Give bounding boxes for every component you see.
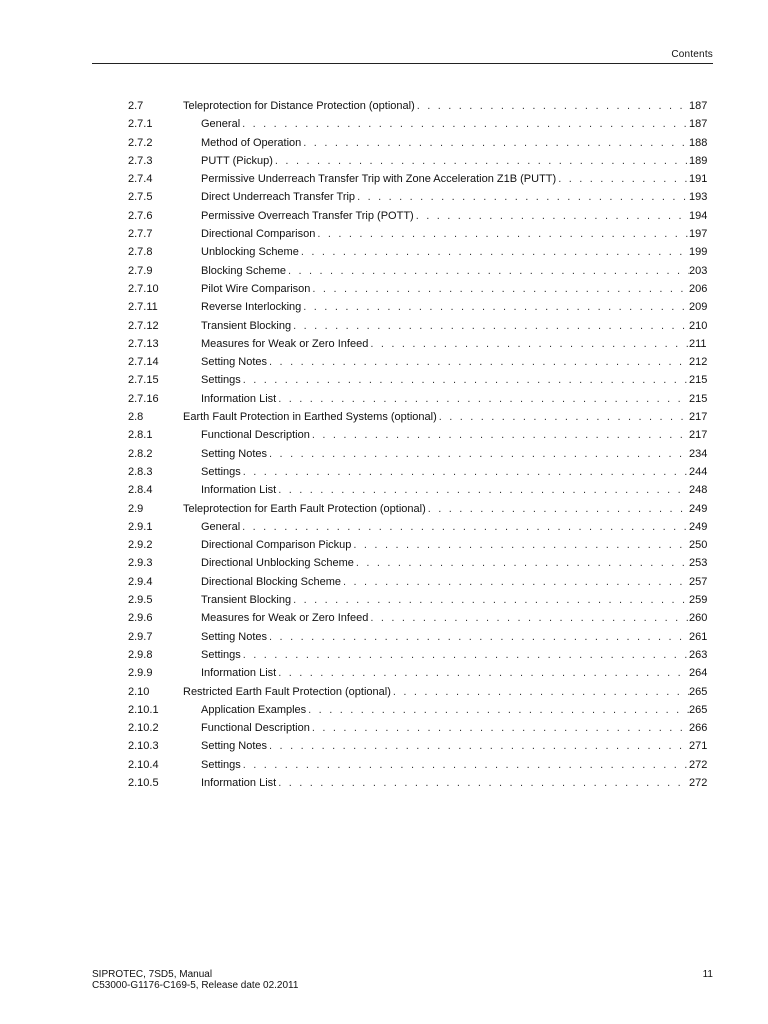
toc-entry[interactable] [0, 628, 768, 646]
toc-entry-number: 2.10.2 [128, 722, 159, 735]
toc-entry-number: 2.7.4 [128, 173, 153, 186]
toc-entry-number: 2.7.14 [128, 356, 159, 369]
toc-entry-title-leader [201, 609, 689, 627]
toc-entry-title: Information List [201, 667, 277, 680]
toc-entry-page: 215 [689, 374, 708, 387]
toc-entry-title-leader [201, 335, 689, 353]
toc-entry-title: General [201, 118, 241, 131]
toc-dot-leader [288, 262, 689, 280]
toc-dot-leader [343, 573, 689, 591]
toc-entry-title-leader [201, 646, 689, 664]
toc-entry-number: 2.7.3 [128, 154, 153, 167]
toc-entry-number: 2.7.15 [128, 374, 159, 387]
toc-entry-title-leader [201, 445, 689, 463]
toc-entry-title-leader [183, 500, 689, 518]
toc-entry-title-leader [201, 518, 689, 536]
table-of-contents [0, 97, 768, 792]
toc-entry[interactable] [0, 298, 768, 316]
toc-entry-title: Setting Notes [201, 630, 268, 643]
toc-entry-page: 212 [689, 356, 708, 369]
toc-entry-title-leader [201, 152, 689, 170]
toc-entry-title-leader [201, 554, 689, 572]
toc-entry-title: Information List [201, 776, 277, 789]
toc-dot-leader [293, 317, 689, 335]
toc-dot-leader [243, 756, 689, 774]
footer-document-info [92, 969, 298, 991]
toc-entry-page: 187 [689, 118, 708, 131]
toc-dot-leader [242, 115, 689, 133]
toc-entry-number: 2.9.5 [128, 594, 153, 607]
toc-entry-title: PUTT (Pickup) [201, 154, 273, 167]
toc-entry[interactable] [0, 152, 768, 170]
toc-entry-title-leader [183, 683, 689, 701]
toc-entry-title-leader [201, 317, 689, 335]
toc-entry-title-leader [201, 280, 689, 298]
toc-entry-title-leader [201, 298, 689, 316]
toc-entry-number: 2.9.2 [128, 539, 153, 552]
toc-entry-title: Direct Underreach Transfer Trip [201, 191, 356, 204]
toc-entry[interactable] [0, 701, 768, 719]
toc-entry-title: Transient Blocking [201, 319, 292, 332]
toc-entry-title: Settings [201, 758, 241, 771]
toc-entry-title-leader [201, 390, 689, 408]
toc-entry-number: 2.8.4 [128, 484, 153, 497]
footer-page-number: 11 [702, 969, 713, 980]
toc-entry[interactable] [0, 115, 768, 133]
toc-entry[interactable] [0, 683, 768, 701]
toc-dot-leader [312, 280, 689, 298]
toc-entry-title-leader [201, 134, 689, 152]
toc-entry-page: 272 [689, 758, 708, 771]
toc-entry-number: 2.8.2 [128, 447, 153, 460]
toc-entry-number: 2.10.4 [128, 758, 159, 771]
toc-entry-number: 2.9.7 [128, 630, 153, 643]
toc-entry-title: Teleprotection for Distance Protection (optional) [183, 100, 415, 112]
toc-dot-leader [278, 664, 689, 682]
toc-entry-number: 2.9.6 [128, 612, 153, 625]
toc-entry-title-leader [201, 170, 689, 188]
toc-entry[interactable] [0, 591, 768, 609]
toc-entry-number: 2.7.16 [128, 392, 159, 405]
toc-entry[interactable] [0, 134, 768, 152]
toc-entry-number: 2.9.9 [128, 667, 153, 680]
toc-entry-title: Permissive Underreach Transfer Trip with Zone Acceleration Z1B (PUTT) [201, 173, 557, 186]
toc-entry[interactable] [0, 664, 768, 682]
toc-dot-leader [278, 774, 689, 792]
toc-entry-title: Restricted Earth Fault Protection (optional) [183, 685, 391, 698]
toc-entry-page: 234 [689, 447, 708, 460]
toc-entry-page: 217 [689, 429, 708, 442]
toc-dot-leader [370, 335, 689, 353]
toc-dot-leader [428, 500, 689, 518]
toc-entry-title-leader [201, 207, 689, 225]
toc-entry-title-leader [201, 481, 689, 499]
toc-entry-number: 2.7.7 [128, 228, 153, 241]
toc-dot-leader [308, 701, 689, 719]
toc-entry-title-leader [201, 756, 689, 774]
toc-entry-title-leader [201, 737, 689, 755]
toc-entry-page: 264 [689, 667, 708, 680]
toc-entry-number: 2.7.2 [128, 136, 153, 149]
toc-entry-number: 2.8 [128, 411, 144, 424]
toc-entry-title: Setting Notes [201, 447, 268, 460]
toc-entry-title: Pilot Wire Comparison [201, 282, 311, 295]
toc-entry-title: Settings [201, 648, 241, 661]
toc-entry[interactable] [0, 170, 768, 188]
toc-entry-number: 2.9.8 [128, 648, 153, 661]
toc-entry[interactable] [0, 317, 768, 335]
toc-entry[interactable] [0, 518, 768, 536]
toc-entry-title: Application Examples [201, 703, 307, 716]
toc-dot-leader [416, 207, 689, 225]
toc-entry-page: 199 [689, 246, 708, 259]
toc-entry-title-leader [201, 664, 689, 682]
toc-entry-number: 2.7.5 [128, 191, 153, 204]
toc-entry-title-leader [201, 701, 689, 719]
toc-entry-title: Functional Description [201, 429, 310, 442]
toc-entry-title-leader [201, 115, 689, 133]
toc-entry-page: 211 [689, 337, 707, 350]
toc-entry-title-leader [201, 225, 689, 243]
toc-entry-title: Teleprotection for Earth Fault Protection (optional) [183, 502, 426, 515]
toc-dot-leader [357, 188, 689, 206]
toc-entry-number: 2.7.1 [128, 118, 153, 131]
toc-dot-leader [293, 591, 689, 609]
toc-entry-title: Reverse Interlocking [201, 301, 302, 314]
toc-dot-leader [301, 243, 689, 261]
toc-entry-number: 2.7.11 [128, 301, 158, 314]
toc-entry[interactable] [0, 188, 768, 206]
toc-entry-title-leader [201, 353, 689, 371]
toc-entry-title: Permissive Overreach Transfer Trip (POTT) [201, 209, 414, 222]
toc-entry[interactable] [0, 573, 768, 591]
toc-entry-number: 2.10.5 [128, 776, 159, 789]
toc-entry[interactable] [0, 774, 768, 792]
toc-entry-page: 260 [689, 612, 708, 625]
toc-entry[interactable] [0, 756, 768, 774]
toc-entry-title-leader [201, 628, 689, 646]
toc-entry-page: 189 [689, 154, 708, 167]
toc-entry-page: 266 [689, 722, 708, 735]
toc-entry-page: 265 [689, 703, 708, 716]
toc-entry-number: 2.9.1 [128, 520, 153, 533]
toc-entry-title: Directional Blocking Scheme [201, 575, 342, 588]
toc-entry-page: 210 [689, 319, 708, 332]
toc-entry-title: Setting Notes [201, 356, 268, 369]
toc-entry-page: 249 [689, 520, 708, 533]
toc-entry-number: 2.8.3 [128, 465, 153, 478]
toc-entry-title: Earth Fault Protection in Earthed Systems (optional) [183, 411, 437, 424]
toc-dot-leader [393, 683, 689, 701]
toc-entry[interactable] [0, 353, 768, 371]
toc-entry-page: 193 [689, 191, 708, 204]
toc-entry-page: 187 [689, 100, 708, 112]
toc-entry[interactable] [0, 445, 768, 463]
toc-entry-number: 2.10.3 [128, 740, 159, 753]
toc-dot-leader [356, 554, 689, 572]
toc-entry-number: 2.7.13 [128, 337, 159, 350]
toc-entry-page: 263 [689, 648, 708, 661]
toc-entry-title: Measures for Weak or Zero Infeed [201, 337, 369, 350]
toc-entry-number: 2.9.4 [128, 575, 153, 588]
toc-entry-title-leader [201, 774, 689, 792]
toc-entry[interactable] [0, 554, 768, 572]
toc-entry[interactable] [0, 463, 768, 481]
toc-entry[interactable] [0, 426, 768, 444]
toc-dot-leader [243, 371, 689, 389]
toc-entry-title-leader [201, 371, 689, 389]
toc-dot-leader [269, 628, 689, 646]
toc-entry-number: 2.10.1 [128, 703, 159, 716]
toc-entry-number: 2.7.12 [128, 319, 159, 332]
toc-entry-title: Method of Operation [201, 136, 302, 149]
toc-dot-leader [269, 445, 689, 463]
toc-entry[interactable] [0, 280, 768, 298]
toc-entry[interactable] [0, 207, 768, 225]
toc-entry[interactable] [0, 408, 768, 426]
toc-entry-page: 188 [689, 136, 708, 149]
toc-entry-page: 191 [689, 173, 708, 186]
toc-entry-page: 248 [689, 484, 708, 497]
toc-entry-title-leader [201, 262, 689, 280]
toc-entry[interactable] [0, 481, 768, 499]
toc-entry-title-leader [201, 463, 689, 481]
toc-dot-leader [417, 97, 689, 115]
toc-dot-leader [243, 646, 689, 664]
toc-entry-number: 2.7.9 [128, 264, 153, 277]
header-divider [92, 63, 713, 64]
toc-entry-title: Transient Blocking [201, 594, 292, 607]
toc-entry[interactable] [0, 646, 768, 664]
toc-entry-title-leader [201, 243, 689, 261]
toc-entry-title: Directional Comparison Pickup [201, 539, 352, 552]
toc-entry-title-leader [201, 536, 689, 554]
toc-entry[interactable] [0, 262, 768, 280]
toc-entry-page: 215 [689, 392, 708, 405]
toc-entry-title-leader [201, 426, 689, 444]
toc-dot-leader [269, 353, 689, 371]
toc-dot-leader [439, 408, 689, 426]
toc-entry-page: 261 [689, 630, 708, 643]
toc-entry-page: 244 [689, 465, 708, 478]
toc-entry-number: 2.8.1 [128, 429, 153, 442]
toc-entry-number: 2.10 [128, 685, 150, 698]
toc-entry-title-leader [183, 97, 689, 115]
toc-entry-page: 271 [689, 740, 708, 753]
toc-entry-page: 257 [689, 575, 708, 588]
toc-entry[interactable] [0, 225, 768, 243]
toc-dot-leader [370, 609, 689, 627]
toc-entry[interactable] [0, 97, 768, 115]
toc-entry-title: Setting Notes [201, 740, 268, 753]
toc-dot-leader [269, 737, 689, 755]
toc-dot-leader [278, 481, 689, 499]
toc-entry-title-leader [201, 188, 689, 206]
toc-entry-title: Blocking Scheme [201, 264, 286, 277]
toc-entry-title: Unblocking Scheme [201, 246, 299, 259]
toc-dot-leader [278, 390, 689, 408]
toc-entry-number: 2.9.3 [128, 557, 153, 570]
toc-dot-leader [303, 298, 689, 316]
toc-entry-title: Measures for Weak or Zero Infeed [201, 612, 369, 625]
toc-entry-page: 197 [689, 228, 708, 241]
toc-entry-number: 2.7.8 [128, 246, 153, 259]
toc-entry-page: 250 [689, 539, 708, 552]
toc-entry-page: 203 [689, 264, 708, 277]
page-header-title: Contents [671, 49, 713, 60]
toc-entry-page: 265 [689, 685, 708, 698]
toc-entry-title: Directional Unblocking Scheme [201, 557, 354, 570]
toc-entry[interactable] [0, 335, 768, 353]
toc-entry-page: 272 [689, 776, 708, 789]
toc-entry-title: Settings [201, 374, 241, 387]
toc-entry-page: 253 [689, 557, 708, 570]
toc-entry-title-leader [201, 591, 689, 609]
toc-entry-page: 206 [689, 282, 708, 295]
toc-entry-title-leader [201, 719, 689, 737]
toc-entry-number: 2.7.10 [128, 282, 159, 295]
toc-entry[interactable] [0, 609, 768, 627]
footer-release-info: C53000-G1176-C169-5, Release date 02.2011 [92, 980, 299, 991]
toc-entry[interactable] [0, 536, 768, 554]
toc-entry-page: 249 [689, 502, 708, 515]
toc-entry-page: 194 [689, 209, 708, 222]
toc-dot-leader [303, 134, 689, 152]
toc-entry-title: Functional Description [201, 722, 310, 735]
toc-entry-page: 217 [689, 411, 708, 424]
toc-dot-leader [312, 426, 689, 444]
toc-dot-leader [317, 225, 689, 243]
toc-entry-title: Directional Comparison [201, 228, 316, 241]
toc-entry-title: Information List [201, 484, 277, 497]
toc-entry-title: Settings [201, 465, 241, 478]
toc-entry-page: 209 [689, 301, 708, 314]
toc-entry[interactable] [0, 390, 768, 408]
toc-dot-leader [242, 518, 689, 536]
toc-entry-title: Information List [201, 392, 277, 405]
toc-dot-leader [353, 536, 689, 554]
toc-dot-leader [558, 170, 689, 188]
toc-entry-title-leader [183, 408, 689, 426]
toc-entry[interactable] [0, 737, 768, 755]
toc-entry-number: 2.7.6 [128, 209, 153, 222]
toc-entry[interactable] [0, 719, 768, 737]
toc-entry-page: 259 [689, 594, 708, 607]
toc-entry[interactable] [0, 371, 768, 389]
toc-entry[interactable] [0, 500, 768, 518]
toc-entry-title: General [201, 520, 241, 533]
toc-entry-number: 2.9 [128, 502, 144, 515]
toc-dot-leader [275, 152, 689, 170]
footer-manual-title: SIPROTEC, 7SD5, Manual [92, 969, 213, 980]
toc-dot-leader [312, 719, 689, 737]
toc-entry-number: 2.7 [128, 100, 144, 112]
toc-entry-title-leader [201, 573, 689, 591]
toc-dot-leader [243, 463, 689, 481]
toc-entry[interactable] [0, 243, 768, 261]
